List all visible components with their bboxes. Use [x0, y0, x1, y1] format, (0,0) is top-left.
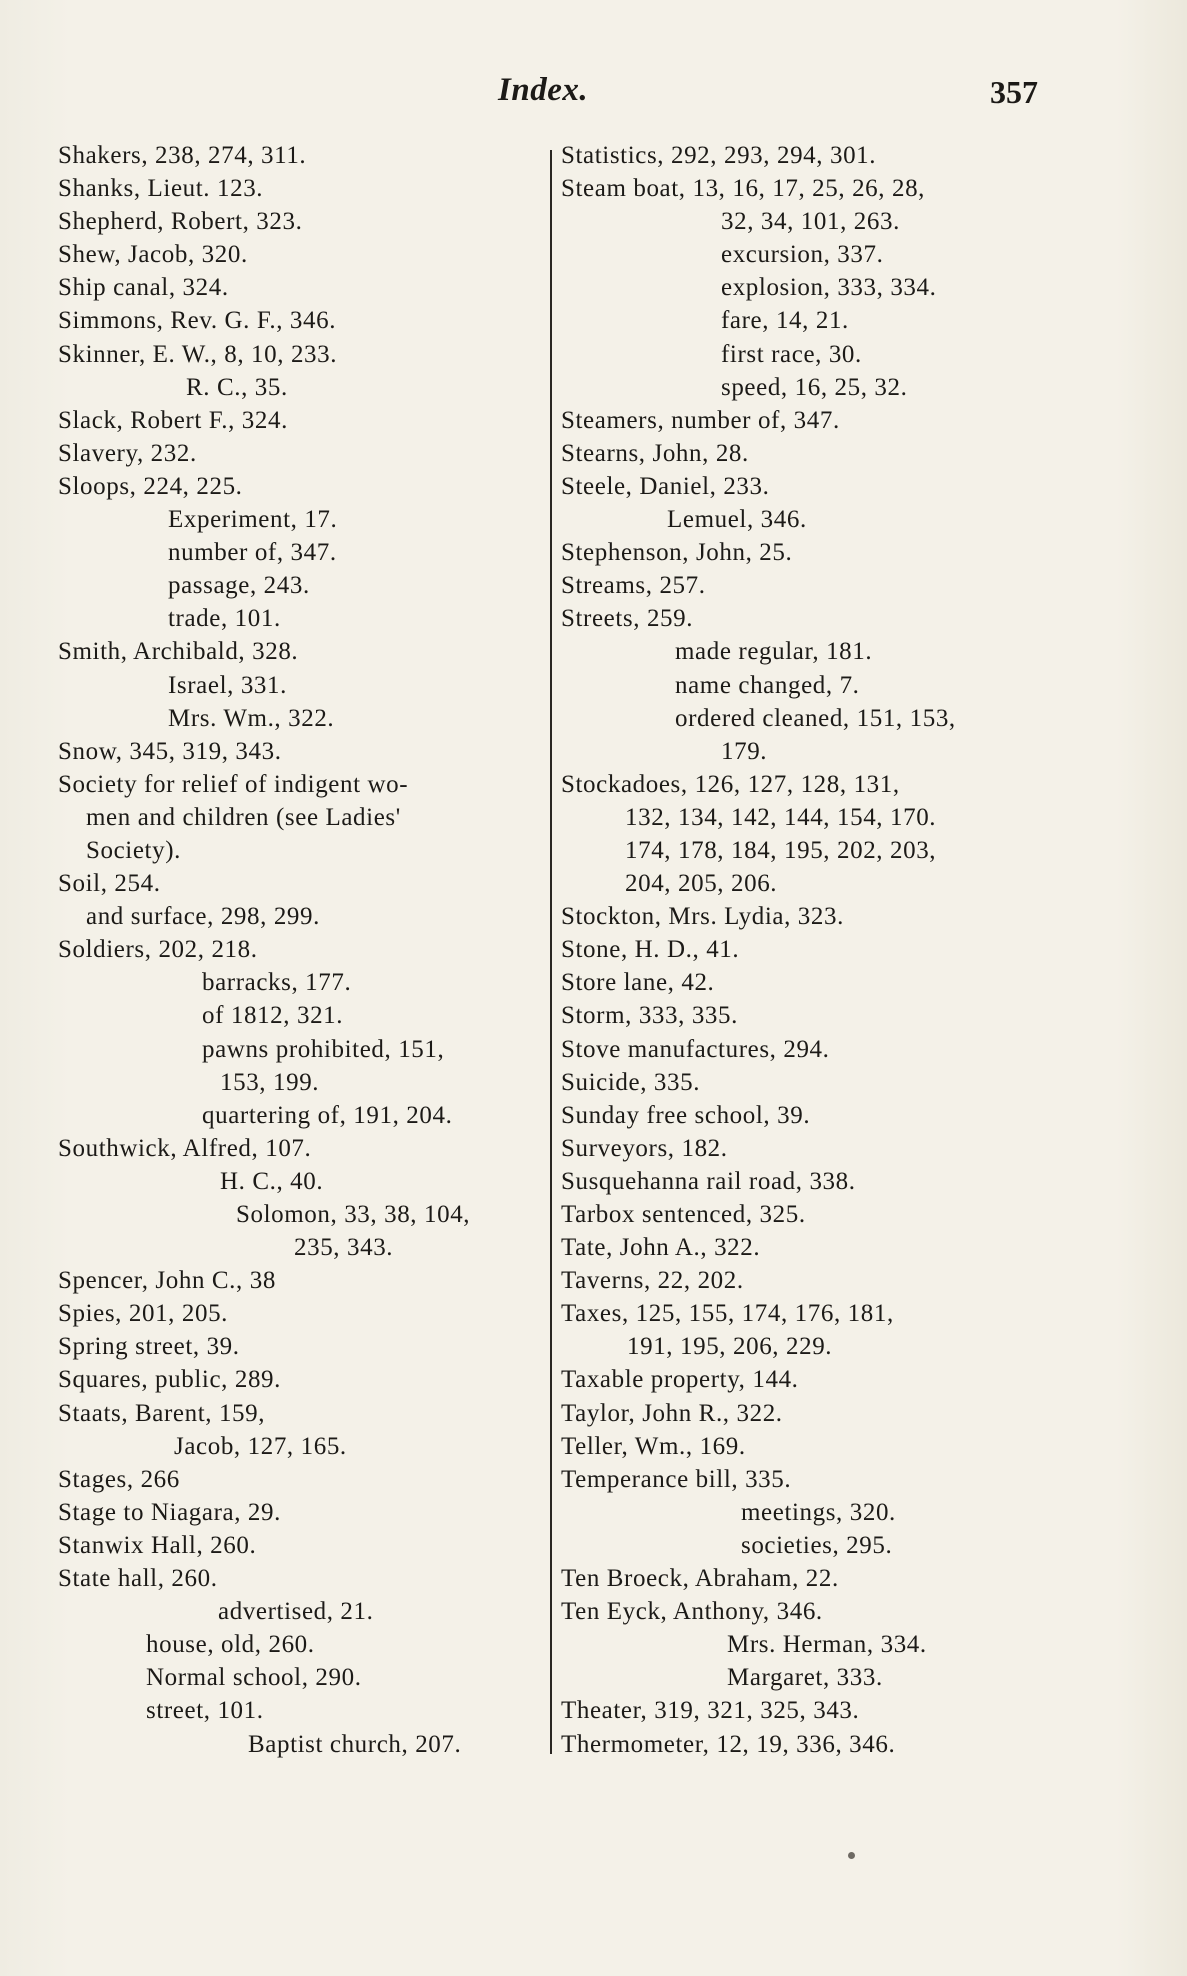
index-entry: house, old, 260. [146, 1631, 315, 1659]
index-entry: Taxes, 125, 155, 174, 176, 181, [561, 1300, 894, 1328]
index-entry: made regular, 181. [675, 638, 873, 666]
index-entry: number of, 347. [168, 539, 337, 567]
running-header [0, 72, 1187, 120]
index-entry: Shew, Jacob, 320. [58, 241, 248, 269]
index-entry: Stanwix Hall, 260. [58, 1531, 257, 1559]
index-entry: 132, 134, 142, 144, 154, 170. [625, 803, 937, 831]
index-entry: Stephenson, John, 25. [561, 539, 793, 567]
index-entry: Normal school, 290. [146, 1664, 362, 1692]
index-entry: Statistics, 292, 293, 294, 301. [561, 142, 877, 169]
index-entry: Ten Broeck, Abraham, 22. [561, 1565, 839, 1593]
index-entry: name changed, 7. [675, 671, 860, 699]
index-entry: Streams, 257. [561, 572, 706, 600]
index-entry: Society). [86, 836, 181, 864]
index-entry: Shepherd, Robert, 323. [58, 208, 303, 236]
index-entry: Staats, Barent, 159, [58, 1399, 266, 1427]
index-entry: Streets, 259. [561, 605, 694, 633]
index-entry: Snow, 345, 319, 343. [58, 737, 282, 765]
index-entry: men and children (see Ladies' [86, 803, 401, 831]
index-entry: Stages, 266 [58, 1465, 180, 1493]
index-entry: Spring street, 39. [58, 1333, 240, 1361]
index-entry: 153, 199. [220, 1068, 320, 1096]
index-entry: Ship canal, 324. [58, 274, 229, 302]
index-entry: Stage to Niagara, 29. [58, 1498, 281, 1526]
index-entry: Storm, 333, 335. [561, 1002, 738, 1030]
index-entry: Spies, 201, 205. [58, 1300, 229, 1328]
index-entry: 191, 195, 206, 229. [627, 1333, 833, 1361]
index-entry: Steam boat, 13, 16, 17, 25, 26, 28, [561, 175, 926, 203]
index-entry: State hall, 260. [58, 1565, 218, 1593]
index-entry: Thermometer, 12, 19, 336, 346. [561, 1730, 896, 1758]
index-entry: Skinner, E. W., 8, 10, 233. [58, 340, 338, 368]
index-entry: Israel, 331. [168, 671, 287, 699]
index-entry: 235, 343. [294, 1234, 394, 1262]
index-entry: 204, 205, 206. [625, 870, 778, 898]
index-entry: Stockadoes, 126, 127, 128, 131, [561, 770, 900, 798]
index-entry: passage, 243. [168, 572, 310, 600]
index-entry: Ten Eyck, Anthony, 346. [561, 1598, 823, 1626]
page-title: Index. [498, 72, 589, 108]
index-entry: Store lane, 42. [561, 969, 715, 997]
index-entry: Solomon, 33, 38, 104, [236, 1201, 471, 1228]
index-entry: ordered cleaned, 151, 153, [675, 704, 956, 732]
index-entry: Susquehanna rail road, 338. [561, 1167, 856, 1195]
index-entry: Southwick, Alfred, 107. [58, 1134, 312, 1162]
index-entry: Lemuel, 346. [667, 506, 807, 534]
index-entry: of 1812, 321. [202, 1002, 344, 1030]
index-entry: Spencer, John C., 38 [58, 1267, 276, 1295]
index-entry: Mrs. Herman, 334. [727, 1631, 927, 1659]
index-entry: Soldiers, 202, 218. [58, 936, 258, 964]
index-entry: Slavery, 232. [58, 439, 197, 467]
index-entry: fare, 14, 21. [721, 307, 849, 335]
index-entry: Society for relief of indigent wo- [58, 770, 409, 798]
index-entry: trade, 101. [168, 605, 281, 633]
index-entry: 174, 178, 184, 195, 202, 203, [625, 836, 937, 864]
index-entry: Theater, 319, 321, 325, 343. [561, 1697, 860, 1725]
index-entry: Shanks, Lieut. 123. [58, 175, 264, 203]
index-entry: explosion, 333, 334. [721, 274, 937, 302]
index-entry: excursion, 337. [721, 241, 884, 269]
index-entry: Stove manufactures, 294. [561, 1035, 830, 1063]
index-entry: Stone, H. D., 41. [561, 936, 740, 964]
index-entry: meetings, 320. [741, 1498, 896, 1526]
index-column-left [58, 139, 550, 1761]
index-entry: 179. [721, 737, 768, 765]
index-entry: Tarbox sentenced, 325. [561, 1201, 806, 1228]
index-entry: first race, 30. [721, 340, 862, 368]
index-entry: Jacob, 127, 165. [174, 1432, 347, 1460]
index-entry: Steamers, number of, 347. [561, 406, 840, 434]
index-entry: pawns prohibited, 151, [202, 1035, 445, 1063]
index-entry: Baptist church, 207. [248, 1730, 462, 1758]
ink-speck [848, 1852, 855, 1859]
index-entry: Squares, public, 289. [58, 1366, 281, 1394]
index-entry: Teller, Wm., 169. [561, 1432, 746, 1460]
index-entry: Margaret, 333. [727, 1664, 883, 1692]
index-entry: Taverns, 22, 202. [561, 1267, 744, 1295]
column-divider [550, 150, 552, 1754]
page-number: 357 [990, 74, 1038, 110]
index-entry: Slack, Robert F., 324. [58, 406, 288, 434]
index-entry: quartering of, 191, 204. [202, 1101, 453, 1129]
index-entry: Soil, 254. [58, 870, 161, 898]
index-entry: H. C., 40. [220, 1167, 324, 1195]
index-entry: Sloops, 224, 225. [58, 472, 243, 500]
index-entry: Experiment, 17. [168, 506, 338, 534]
index-entry: Tate, John A., 322. [561, 1234, 761, 1262]
index-column-right [561, 139, 1059, 1761]
index-entry: street, 101. [146, 1697, 264, 1725]
index-entry: Shakers, 238, 274, 311. [58, 142, 307, 169]
index-entry: and surface, 298, 299. [86, 903, 320, 931]
index-entry: barracks, 177. [202, 969, 352, 997]
index-entry: Surveyors, 182. [561, 1134, 728, 1162]
index-entry: R. C., 35. [186, 373, 288, 401]
index-entry: Stockton, Mrs. Lydia, 323. [561, 903, 844, 931]
index-entry: Temperance bill, 335. [561, 1465, 792, 1493]
index-entry: Mrs. Wm., 322. [168, 704, 335, 732]
index-entry: Simmons, Rev. G. F., 346. [58, 307, 337, 335]
index-entry: Sunday free school, 39. [561, 1101, 811, 1129]
index-entry: societies, 295. [741, 1531, 893, 1559]
index-entry: Steele, Daniel, 233. [561, 472, 770, 500]
index-entry: Taylor, John R., 322. [561, 1399, 783, 1427]
index-entry: advertised, 21. [218, 1598, 374, 1626]
index-entry: Suicide, 335. [561, 1068, 701, 1096]
index-entry: Stearns, John, 28. [561, 439, 749, 467]
index-entry: speed, 16, 25, 32. [721, 373, 908, 401]
index-entry: 32, 34, 101, 263. [721, 208, 900, 236]
index-entry: Taxable property, 144. [561, 1366, 799, 1394]
index-entry: Smith, Archibald, 328. [58, 638, 299, 666]
